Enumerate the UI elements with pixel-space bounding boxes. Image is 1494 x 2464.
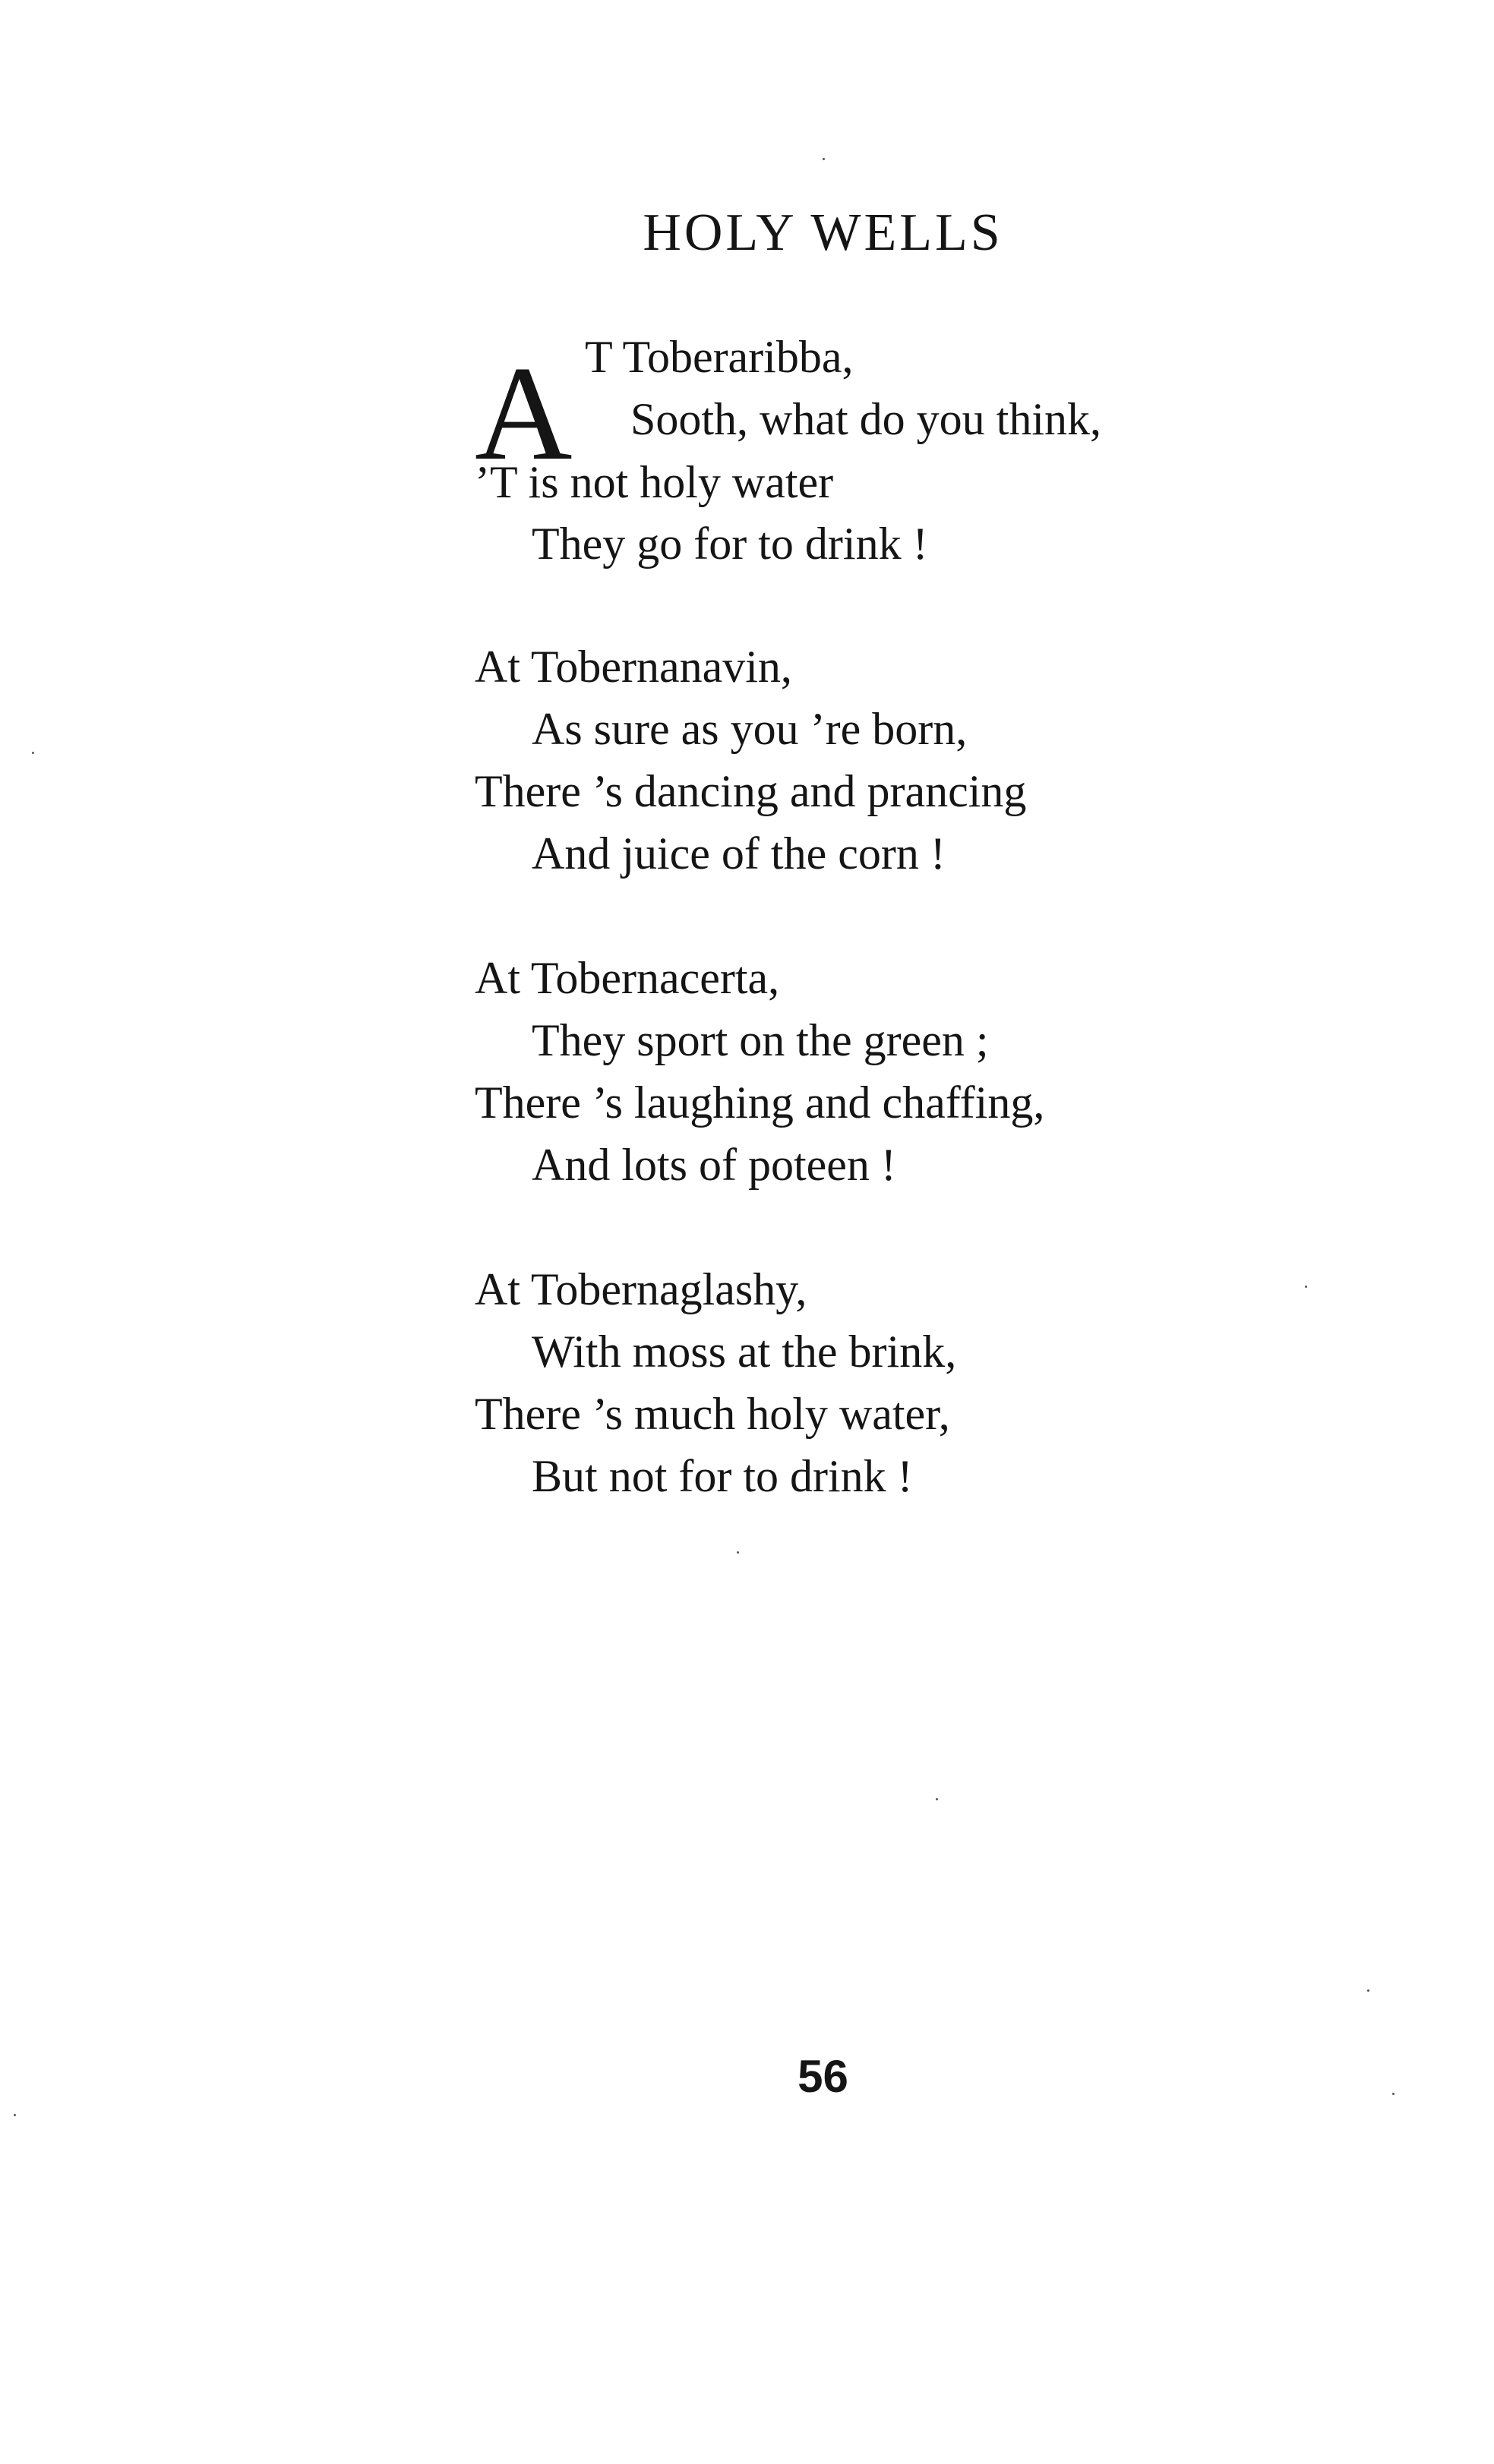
poem-line: With moss at the brink,	[532, 1327, 957, 1377]
scan-speck	[823, 158, 825, 160]
scan-speck	[32, 752, 34, 754]
poem-line: But not for to drink !	[532, 1451, 913, 1501]
scan-speck	[1305, 1286, 1307, 1288]
scan-speck	[14, 2114, 16, 2116]
poem-line: At Tobernacerta,	[475, 953, 780, 1003]
poem-line: There ’s laughing and chaffing,	[475, 1077, 1045, 1128]
poem-title: HOLY WELLS	[643, 203, 1003, 262]
poem-line: T Toberaribba,	[585, 332, 854, 382]
poem-line: They sport on the green ;	[532, 1015, 989, 1065]
drop-cap: A	[475, 338, 573, 488]
poem-line: Sooth, what do you think,	[630, 394, 1102, 444]
scan-speck	[1367, 1989, 1369, 1992]
scan-speck	[1392, 2093, 1395, 2095]
scan-speck	[936, 1798, 938, 1800]
poem-line: At Tobernaglashy,	[475, 1264, 807, 1314]
poem-line: As sure as you ’re born,	[532, 704, 968, 754]
poem-line: There ’s dancing and prancing	[475, 766, 1027, 816]
poem-line: ’T is not holy water	[475, 457, 834, 507]
poem-line: And juice of the corn !	[532, 828, 946, 879]
poem-line: There ’s much holy water,	[475, 1389, 950, 1439]
poem-line: At Tobernanavin,	[475, 642, 792, 692]
poem-line: They go for to drink !	[532, 519, 928, 569]
scan-speck	[737, 1551, 739, 1554]
poem-line: And lots of poteen !	[532, 1140, 896, 1190]
page-number: 56	[798, 2051, 848, 2102]
